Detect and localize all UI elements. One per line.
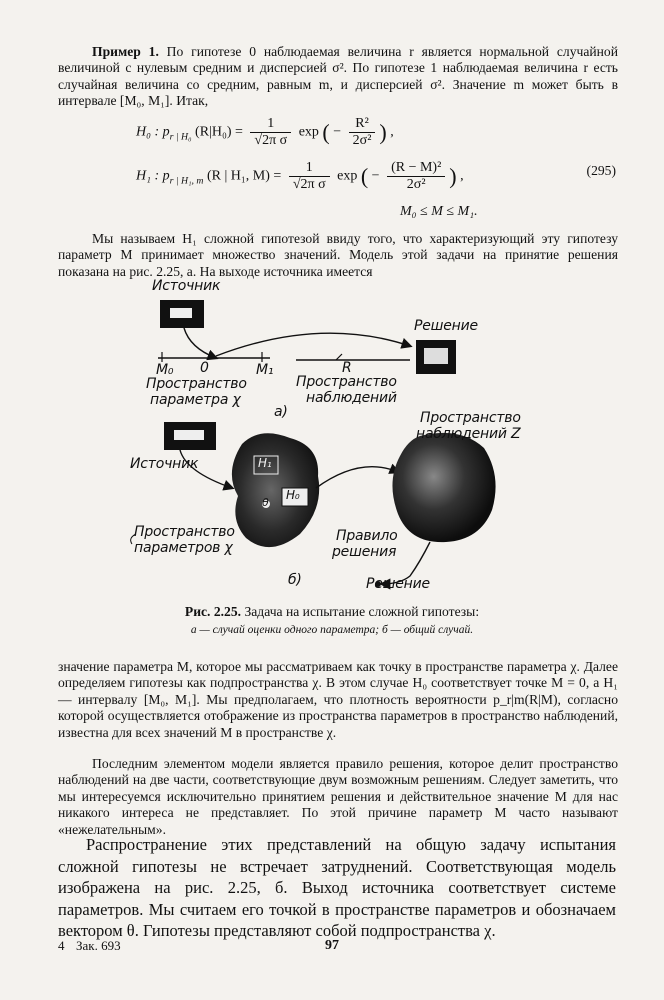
formula-h0-arg: (R|H₀) =: [195, 124, 243, 140]
formula-range: M₀ ≤ M ≤ M₁.: [400, 204, 478, 219]
arrow-param-to-obs-a: [216, 333, 410, 356]
paragraph-2: значение параметра M, которое мы рассматриваем как точку в пространстве параметра χ. Далее определяем гипотезы как подпространства χ. В этом случае H₀ соответствует точке M = 0, а H₁ — интервалу [M₀, M₁]. Мы предполагаем, что плотность вероятности p_r|m(R|M), согласно которой осуществляется отображение из пространства параметров в пространство наблюдений, известна для всех значений M в пространстве χ.: [58, 659, 618, 740]
label-param-space-a-1: Пространство: [146, 376, 247, 392]
label-rule-1: Правило: [336, 528, 398, 544]
observation-space-blob: [392, 433, 495, 542]
formula-h1-arg: (R | H₁, M) =: [207, 168, 282, 184]
label-obs-space-a-1: Пространство: [296, 374, 397, 390]
example-text: По гипотезе 0 наблюдаемая величина r является нормальной случайной величиной с нулевым средним и дисперсией σ². По гипотезе 1 наблюдаемая величина r есть случайная величина со средним, равным m, и дисперсией σ². Значение m может быть в интервале [M₀, M₁]. Итак,: [58, 44, 618, 109]
label-sub-b: б): [288, 572, 302, 588]
figure-part-b: [131, 422, 496, 587]
formula-h0-lhs: H₀ : p: [136, 124, 170, 140]
figure-caption-sub: а — случай оценки одного параметра; б — общий случай.: [190, 624, 474, 636]
example-paragraph: [58, 44, 618, 110]
formula-h1-exp-fraction: $\frac{\text{(R − M)²}}{\text{2σ²}}$: [387, 160, 445, 193]
label-theta: θ: [262, 496, 269, 509]
example-lead: Пример 1.: [92, 44, 159, 59]
page-number: 97: [325, 938, 339, 953]
paragraph-1: Мы называем H₁ сложной гипотезой ввиду того, что характеризующий эту гипотезу параметр M принимает множество значений. Модель этой задачи на принятие решения показана на рис. 2.25, а. На выходе источника имеется: [58, 231, 618, 279]
label-param-space-b-1: Пространство: [134, 524, 235, 540]
footer-sheet-number: 4: [58, 938, 65, 953]
label-h1: H₁: [258, 456, 272, 470]
label-param-space-a-2: параметра χ: [150, 392, 241, 408]
figure-caption-title: Рис. 2.25. Задача на испытание сложной гипотезы:: [184, 604, 480, 619]
formula-h1-exp: exp: [337, 168, 358, 184]
label-source-b: Источник: [130, 456, 199, 472]
label-obs-space-b-1: Пространство: [420, 410, 521, 426]
footer-order: Зак. 693: [76, 938, 121, 953]
formula-h1-fraction: $\frac{1}{\text{√2π σ}}$: [289, 160, 330, 193]
label-rule-2: решения: [332, 544, 397, 560]
arrow-source-to-param-a: [184, 328, 216, 358]
figure-2-25: [120, 276, 560, 598]
label-r: R: [342, 360, 352, 376]
formula-h1-lhs: H₁ : p: [136, 168, 170, 184]
label-source-a: Источник: [152, 278, 221, 294]
label-m0: M₀: [156, 362, 174, 378]
paragraph-3: Последним элементом модели является правило решения, которое делит пространство наблюдений на две части, соответствующие двум возможным решениям. Следует заметить, что мы интересуемся исключительно принятием решения и действительное значение M для нас никакого интереса не представляет. По этой причине параметр M часто называют «нежелательным».: [58, 756, 618, 837]
arrow-param-to-obs-b: [316, 467, 398, 488]
equation-number: (295): [586, 163, 616, 178]
label-obs-space-b-2: наблюдений Z: [416, 426, 521, 442]
label-param-space-b-2: параметров χ: [134, 540, 233, 556]
label-h0: H₀: [286, 488, 300, 502]
formula-h0-exp-fraction: $\frac{\text{R²}}{\text{2σ²}}$: [349, 116, 376, 149]
formula-h0-exp: exp: [298, 124, 319, 140]
label-zero: 0: [200, 360, 209, 376]
formula-h0: H₀ : $p_{r | H_0}$ (R|H₀) = $\frac{1}{\text{√2π σ}}$ exp ( − $\frac{\text{R²}}{\text{2σ²}}$ ) ,: [136, 116, 394, 148]
label-sub-a: а): [274, 404, 288, 420]
label-obs-space-a-2: наблюдений: [306, 390, 397, 406]
label-decision-a: Решение: [414, 318, 478, 334]
formula-h0-fraction: $\frac{1}{\text{√2π σ}}$: [250, 116, 291, 149]
label-m1: M₁: [256, 362, 274, 378]
formula-h1-sub: r | H₁, m: [169, 175, 204, 187]
paragraph-4: Распространение этих представлений на общую задачу испытания сложной гипотезы не встречает затруднений. Соответствующая модель изображена на рис. 2.25, б. Выход источника соответствует системе параметров. Мы считаем его точкой в пространстве параметров и обозначаем вектором θ. Гипотезы представляют собой подпространства χ.: [58, 835, 616, 940]
formula-h1: H₁ : $p_{r | H_1, m}$ (R | H₁, M) = $\frac{1}{\text{√2π σ}}$ exp ( − $\frac{\text{(R − M)²}}{\text{2σ²}}$ ) ,: [136, 160, 464, 192]
label-decision-b: Решение: [366, 576, 430, 592]
formula-h0-sub: r | H₀: [169, 131, 192, 143]
